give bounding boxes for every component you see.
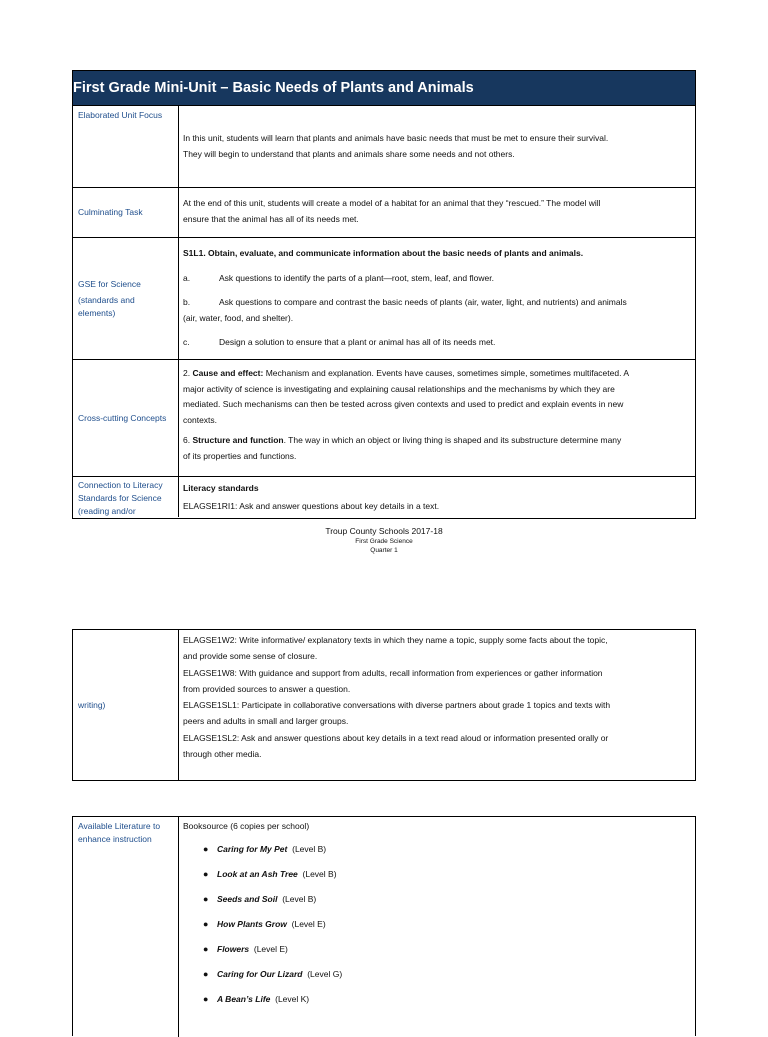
page-footer: Troup County Schools 2017-18 First Grade Science Quarter 1 (325, 526, 443, 554)
row-literacy (73, 476, 695, 517)
element-a: a. Ask questions to identify the parts of a plant—root, stem, leaf, and flower. (183, 272, 494, 283)
list-item: ● Caring for My Pet (Level B) (203, 843, 327, 854)
standard-s1l1: S1L1. Obtain, evaluate, and communicate information about the basic needs of plants and animals. (183, 248, 584, 258)
list-item: ● Seeds and Soil (Level B) (203, 893, 317, 904)
label-focus: Elaborated Unit Focus (73, 106, 179, 187)
content-literacy: Literacy standards ELAGSE1RI1: Ask and answer questions about key details in a text. (183, 483, 440, 511)
list-item: ● A Bean’s Life (Level K) (203, 993, 310, 1004)
book-list (183, 837, 689, 1012)
list-item: ● Flowers (Level E) (203, 943, 288, 954)
content-writing: ELAGSE1W2: Write informative/ explanatory texts in which they name a topic, supply some facts about the topic, and provide some sense of closure. ELAGSE1W8: With guidance and support from adults, recall information from experiences or gather information from provided sources to answer a question. ELAGSE1SL1: Participate in collaborative conversations with diverse partners about grade 1 topics and texts with peers and adults in small and larger groups. ELAGSE1SL2: Ask and answer questions about key details in a text read aloud or information presented orally or through other media. (183, 635, 611, 760)
unit-title: First Grade Mini-Unit – Basic Needs of Plants and Animals (73, 71, 695, 105)
element-c: c. Design a solution to ensure that a plant or animal has all of its needs met. (183, 337, 496, 347)
label-writing: writing) (73, 630, 179, 780)
content-gse: S1L1. Obtain, evaluate, and communicate information about the basic needs of plants and animals. a. Ask questions to identify the parts of a plant—root, stem, leaf, and flower. b. Ask questions to compare and contrast the basic needs of plants (air, water, light, and nutrients) and animals (air, water, food, and shelter). c. Design a solution to ensure that a plant or animal has all of its needs met. (179, 238, 695, 359)
content-task: At the end of this unit, students will create a model of a habitat for an animal that they “rescued.” The model will ensure that the animal has all of its needs met. (183, 198, 601, 224)
label-literature: Available Literature to enhance instruction (73, 817, 179, 1037)
list-item: ● Caring for Our Lizard (Level G) (203, 968, 343, 979)
writing-table (72, 629, 696, 781)
row-focus (73, 105, 695, 187)
content-literature: Booksource (6 copies per school) ● Caring for My Pet (Level B) ● Look at an Ash Tree (Level B) ● Seeds and Soil (Level B) ● How Plants Grow (Level E) ● Flowers (Level E) ● Caring for Our Lizard (Level G) ● A Bean’s Life (Level K) (179, 817, 695, 1037)
label-task: Culminating Task (73, 188, 179, 237)
literature-table (72, 816, 696, 1036)
label-gse: GSE for Science (standards and elements) (73, 238, 179, 359)
element-b: b. Ask questions to compare and contrast the basic needs of plants (air, water, light, and nutrients) and animals (183, 297, 627, 307)
row-task (73, 187, 695, 237)
label-literacy: Connection to Literacy Standards for Science (reading and/or (73, 477, 179, 517)
content-crosscut: 2. Cause and effect: Mechanism and explanation. Events have causes, sometimes simple, sometimes multifaceted. A major activity of science is investigating and explaining causal relationships and the mechanisms by which they are mediated. Such mechanisms can then be tested across given contexts and used to predict and explain events in new contexts. 6. Structure and function. The way in which an object or living thing is shaped and its substructure determine many of its properties and functions. (183, 368, 630, 461)
row-literature (73, 817, 695, 1037)
unit-table (72, 70, 696, 519)
row-gse (73, 237, 695, 359)
list-item: ● Look at an Ash Tree (Level B) (203, 868, 337, 879)
row-crosscut (73, 359, 695, 476)
content-focus: In this unit, students will learn that plants and animals have basic needs that must be met to ensure their survival. They will begin to understand that plants and animals share some needs and not others. (183, 133, 609, 159)
list-item: ● How Plants Grow (Level E) (203, 918, 326, 929)
label-crosscut: Cross-cutting Concepts (73, 360, 179, 476)
row-writing (73, 630, 695, 780)
